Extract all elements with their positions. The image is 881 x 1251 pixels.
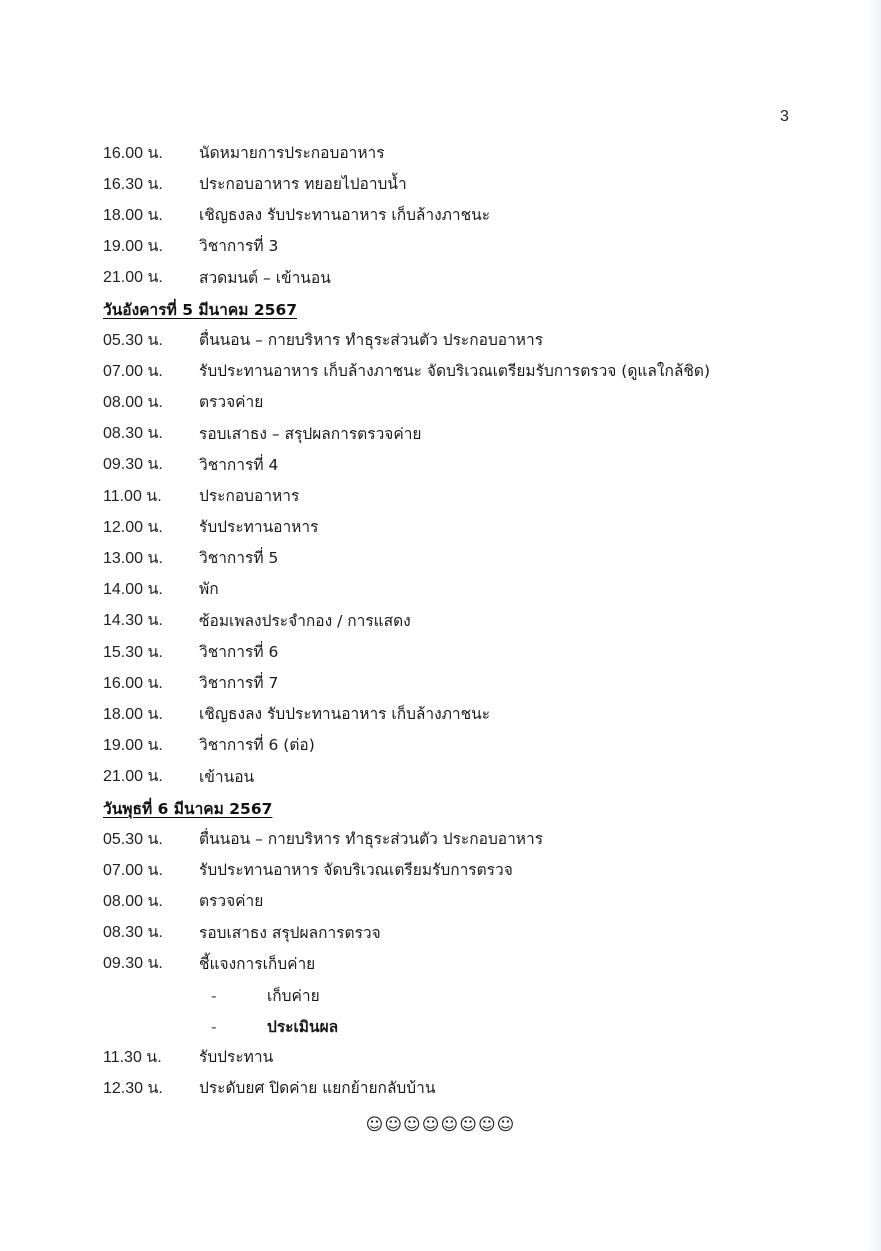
schedule-time: 18.00 น.	[103, 705, 163, 723]
schedule-row	[103, 1074, 803, 1105]
schedule-time: 16.00 น.	[103, 144, 163, 162]
schedule-activity: เชิญธงลง รับประทานอาหาร เก็บล้างภาชนะ	[199, 206, 491, 225]
schedule-time: 21.00 น.	[103, 269, 163, 287]
page-number: 3	[780, 108, 789, 125]
schedule-time: 08.00 น.	[103, 394, 163, 412]
schedule-row	[103, 1042, 803, 1073]
schedule-activity: รับประทานอาหาร เก็บล้างภาชนะ จัดบริเวณเตรียมรับการตรวจ (ดูแลใกล้ชิด)	[199, 362, 710, 381]
schedule-time: 08.30 น.	[103, 425, 163, 443]
day-heading-wednesday: วันพุธที่ 6 มีนาคม 2567	[103, 800, 273, 819]
schedule-activity: พัก	[199, 580, 219, 599]
schedule-activity: วิชาการที่ 3	[199, 237, 279, 256]
schedule-activity: รับประทานอาหาร จัดบริเวณเตรียมรับการตรวจ	[199, 861, 513, 880]
schedule-activity: นัดหมายการประกอบอาหาร	[199, 143, 385, 162]
schedule-row	[103, 575, 803, 606]
schedule-activity: วิชาการที่ 6 (ต่อ)	[199, 736, 315, 755]
schedule-row	[103, 762, 803, 793]
schedule-row	[103, 325, 803, 356]
schedule-activity: เข้านอน	[199, 767, 255, 786]
schedule-subitem	[103, 1011, 803, 1042]
schedule-time: 09.30 น.	[103, 955, 163, 973]
schedule-row	[103, 232, 803, 263]
schedule-time: 16.30 น.	[103, 175, 163, 193]
schedule-row	[103, 824, 803, 855]
schedule-time: 21.00 น.	[103, 768, 163, 786]
schedule-time: 08.30 น.	[103, 924, 163, 942]
schedule-row	[103, 637, 803, 668]
subitem-text: เก็บค่าย	[267, 987, 320, 1006]
schedule-row	[103, 699, 803, 730]
schedule-time: 12.30 น.	[103, 1080, 163, 1098]
schedule-row	[103, 200, 803, 231]
schedule-activity: ประกอบอาหาร	[199, 486, 300, 505]
schedule-activity: ประดับยศ ปิดค่าย แยกย้ายกลับบ้าน	[199, 1079, 436, 1098]
schedule-activity: ชี้แจงการเก็บค่าย	[199, 954, 316, 973]
scan-edge-shadow	[867, 0, 881, 1251]
schedule-row	[103, 450, 803, 481]
schedule-time: 18.00 น.	[103, 206, 163, 224]
schedule-time: 14.30 น.	[103, 612, 163, 630]
schedule-row	[103, 169, 803, 200]
schedule-activity: สวดมนต์ – เข้านอน	[199, 268, 331, 287]
schedule-time: 11.30 น.	[103, 1049, 162, 1067]
schedule-activity: ซ้อมเพลงประจำกอง / การแสดง	[199, 611, 411, 630]
schedule-activity: รอบเสาธง สรุปผลการตรวจ	[199, 923, 381, 942]
day-heading-tuesday: วันอังคารที่ 5 มีนาคม 2567	[103, 301, 298, 320]
schedule-time: 15.30 น.	[103, 643, 163, 661]
schedule-row	[103, 887, 803, 918]
schedule-activity: ประกอบอาหาร ทยอยไปอาบน้ำ	[199, 175, 407, 194]
schedule-activity: รอบเสาธง – สรุปผลการตรวจค่าย	[199, 424, 422, 443]
schedule-time: 13.00 น.	[103, 550, 163, 568]
schedule-time: 07.00 น.	[103, 362, 163, 380]
schedule-row	[103, 481, 803, 512]
schedule-time: 05.30 น.	[103, 331, 163, 349]
schedule-time: 14.00 น.	[103, 581, 163, 599]
schedule-row	[103, 263, 803, 294]
schedule-time: 07.00 น.	[103, 861, 163, 879]
schedule-activity: เชิญธงลง รับประทานอาหาร เก็บล้างภาชนะ	[199, 705, 491, 724]
schedule-activity: ตรวจค่าย	[199, 892, 264, 911]
schedule-row	[103, 731, 803, 762]
schedule-time: 09.30 น.	[103, 456, 163, 474]
schedule-subitem	[103, 980, 803, 1011]
schedule-row	[103, 356, 803, 387]
schedule-activity: วิชาการที่ 5	[199, 549, 279, 568]
schedule-activity: วิชาการที่ 6	[199, 642, 279, 661]
schedule-activity: วิชาการที่ 4	[199, 455, 279, 474]
schedule-row	[103, 419, 803, 450]
smiley-face-icons: ☺☺☺☺☺☺☺☺	[365, 1115, 516, 1135]
schedule-activity: วิชาการที่ 7	[199, 674, 279, 693]
schedule-row	[103, 388, 803, 419]
schedule-activity: ตื่นนอน – กายบริหาร ทำธุระส่วนตัว ประกอบอาหาร	[199, 829, 544, 848]
schedule-row	[103, 855, 803, 886]
schedule-time: 12.00 น.	[103, 518, 163, 536]
schedule-activity: ตรวจค่าย	[199, 393, 264, 412]
schedule-time: 19.00 น.	[103, 238, 163, 256]
schedule-time: 16.00 น.	[103, 674, 163, 692]
schedule-row	[103, 138, 803, 169]
schedule-row	[103, 668, 803, 699]
schedule-row	[103, 543, 803, 574]
bullet-dash: -	[211, 986, 217, 1005]
schedule-activity: รับประทาน	[199, 1048, 274, 1067]
schedule-row	[103, 918, 803, 949]
schedule-row	[103, 949, 803, 980]
bullet-dash: -	[211, 1017, 217, 1036]
schedule-activity: ตื่นนอน – กายบริหาร ทำธุระส่วนตัว ประกอบอาหาร	[199, 330, 544, 349]
schedule-time: 11.00 น.	[103, 487, 162, 505]
camp-schedule	[103, 138, 803, 1105]
schedule-time: 08.00 น.	[103, 893, 163, 911]
schedule-time: 19.00 น.	[103, 737, 163, 755]
schedule-activity: รับประทานอาหาร	[199, 518, 319, 537]
schedule-row	[103, 512, 803, 543]
schedule-row	[103, 606, 803, 637]
schedule-time: 05.30 น.	[103, 830, 163, 848]
subitem-text: ประเมินผล	[267, 1018, 339, 1037]
